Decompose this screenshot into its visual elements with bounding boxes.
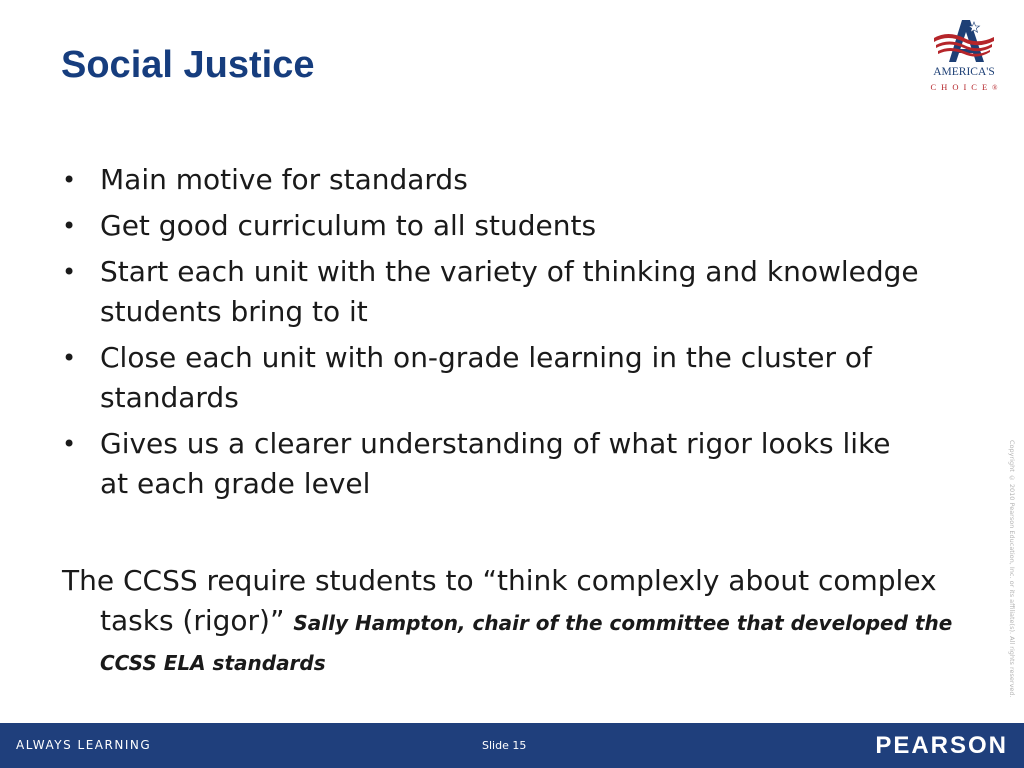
bullet-item — [62, 160, 922, 200]
americas-choice-logo — [918, 16, 1010, 98]
bullet-icon: • — [62, 344, 77, 372]
bullet-item — [62, 252, 922, 332]
logo-name: AMERICA'S — [933, 66, 995, 78]
americas-choice-logo-icon — [918, 16, 1010, 66]
bullet-item — [62, 424, 922, 504]
bullet-text: Gives us a clearer understanding of what rigor looks like at each grade level — [100, 427, 891, 500]
quote-paragraph — [62, 561, 1000, 681]
bullet-item — [62, 206, 922, 246]
footer-tagline: ALWAYS LEARNING — [16, 738, 152, 752]
slide-title: Social Justice — [61, 44, 315, 86]
bullet-item — [62, 338, 922, 418]
slide-number: Slide 15 — [482, 739, 527, 752]
bullet-icon: • — [62, 258, 77, 286]
logo-sub-text: CHOICE — [930, 82, 993, 92]
bullet-icon: • — [62, 166, 77, 194]
copyright-notice: Copyright © 2010 Pearson Education, Inc. or its affiliate(s). All rights reserved. — [1008, 440, 1016, 698]
pearson-logo: PEARSON — [875, 732, 1008, 759]
bullet-text: Start each unit with the variety of thinking and knowledge students bring to it — [100, 255, 919, 328]
bullet-icon: • — [62, 212, 77, 240]
quote-text: The CCSS require students to “think complexly about complex tasks (rigor)” — [62, 564, 937, 637]
bullet-text: Close each unit with on-grade learning in the cluster of standards — [100, 341, 872, 414]
bullet-list — [62, 160, 922, 510]
bullet-icon: • — [62, 430, 77, 458]
logo-subtitle — [918, 82, 1010, 92]
bullet-text: Main motive for standards — [100, 163, 468, 196]
footer-bar — [0, 723, 1024, 768]
bullet-text: Get good curriculum to all students — [100, 209, 597, 242]
registered-mark: ® — [992, 84, 998, 92]
quote-attribution: Sally Hampton, chair of the committee that developed the CCSS ELA standards — [100, 611, 953, 675]
